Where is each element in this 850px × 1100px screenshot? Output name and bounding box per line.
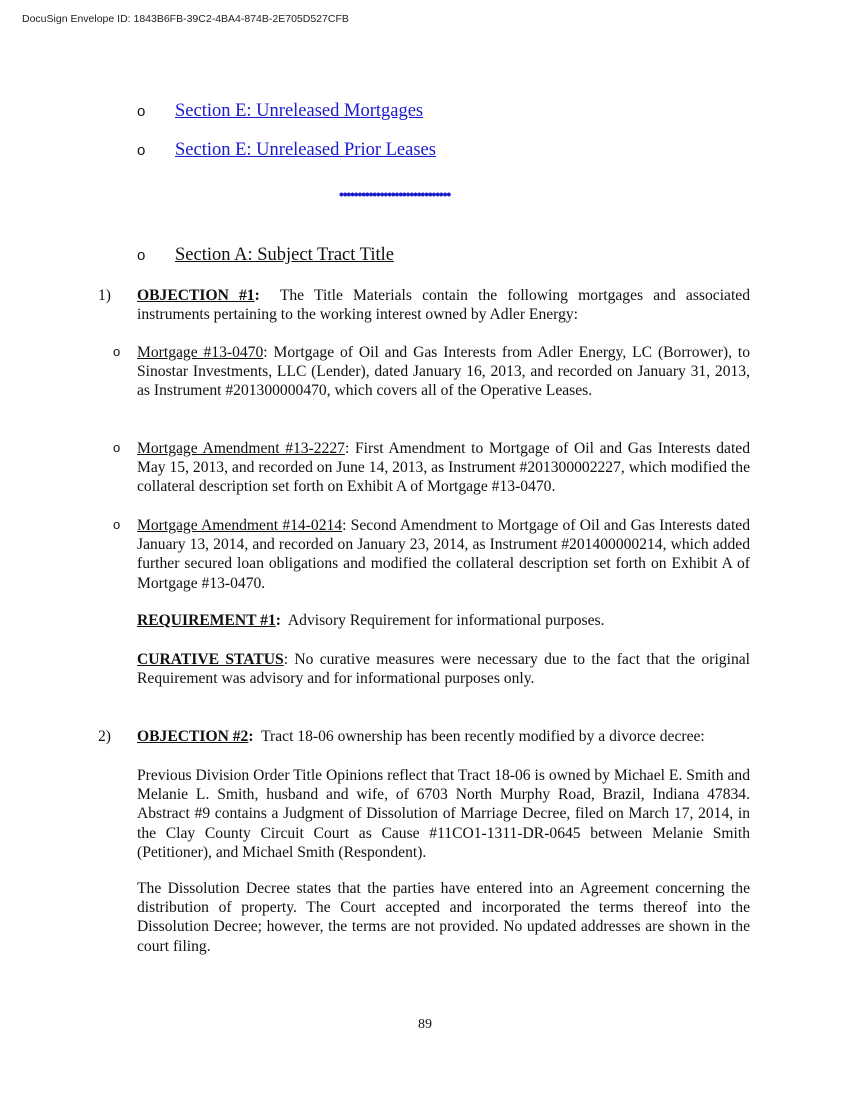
requirement-text: Advisory Requirement for informational purposes. bbox=[287, 612, 605, 629]
bullet: o bbox=[137, 247, 146, 264]
objection-2-label: OBJECTION #2 bbox=[137, 728, 249, 745]
curative-text: : No curative measures were necessary due to the fact that the original Requirement was advisory and for informational purposes only. bbox=[137, 651, 750, 688]
curative-status bbox=[137, 650, 750, 688]
colon: : bbox=[254, 287, 260, 304]
mortgage-text: : Second Amendment to Mortgage of Oil and Gas Interests dated January 13, 2014, and recorded on January 23, 2014, as Instrument #201400000214, which added further secured loan obligations and modified the collateral description set forth on Exhibit A of Mortgage #13-0470. bbox=[137, 517, 750, 592]
objection-2-text: Tract 18-06 ownership has been recently modified by a divorce decree: bbox=[261, 728, 705, 745]
curative-label: CURATIVE STATUS bbox=[137, 651, 284, 668]
objection-2-paragraph bbox=[137, 727, 750, 746]
objection-2-ownership-paragraph: Previous Division Order Title Opinions reflect that Tract 18-06 is owned by Michael E. Smith and Melanie L. Smith, husband and wife, of 6703 North Murphy Road, Brazil, Indiana 47834. Abstract #9 contains a Judgment of Dissolution of Marriage Decree, filed on March 17, 2014, in the Clay County Circuit Court as Cause #11CO1-1311-DR-0645 between Melanie Smith (Petitioner), and Michael Smith (Respondent). bbox=[137, 767, 750, 861]
mortgage-text: : First Amendment to Mortgage of Oil and Gas Interests dated May 15, 2013, and recorded on June 14, 2013, as Instrument #201300002227, which modified the collateral description set forth on Exhibit A of Mortgage #13-0470. bbox=[137, 440, 750, 496]
mortgage-label: Mortgage Amendment #13-2227 bbox=[137, 440, 345, 457]
mortgage-item bbox=[137, 516, 750, 593]
mortgage-label: Mortgage Amendment #14-0214 bbox=[137, 517, 343, 534]
page-number: 89 bbox=[418, 1017, 432, 1032]
section-a-title: Section A: Subject Tract Title bbox=[175, 245, 394, 265]
colon: : bbox=[275, 612, 281, 629]
objection-2-number: 2) bbox=[98, 728, 111, 745]
objection-1-text: The Title Materials contain the following mortgages and associated instruments pertaining to the working interest owned by Adler Energy: bbox=[137, 287, 751, 324]
objection-2-decree-paragraph: The Dissolution Decree states that the parties have entered into an Agreement concerning the distribution of property. The Court accepted and incorporated the terms thereof into the Dissolution Decree; however, the terms are not provided. No updated addresses are shown in the court filing. bbox=[137, 880, 750, 955]
colon: : bbox=[248, 728, 254, 745]
link-section-e-unreleased-mortgages[interactable]: Section E: Unreleased Mortgages bbox=[175, 101, 424, 121]
requirement-label: REQUIREMENT #1 bbox=[137, 612, 276, 629]
bullet: o bbox=[113, 344, 121, 359]
docusign-envelope-id: DocuSign Envelope ID: 1843B6FB-39C2-4BA4-874B-2E705D527CFB bbox=[22, 13, 349, 25]
objection-1-label: OBJECTION #1 bbox=[137, 287, 255, 304]
link-section-e-unreleased-prior-leases[interactable]: Section E: Unreleased Prior Leases bbox=[175, 140, 436, 160]
mortgage-item bbox=[137, 439, 750, 497]
mortgage-item bbox=[137, 343, 750, 401]
bullet: o bbox=[137, 142, 146, 159]
objection-1-paragraph bbox=[137, 286, 750, 324]
dotted-separator: •••••••••••••••••••••••••••••• bbox=[339, 186, 451, 202]
requirement-1 bbox=[137, 611, 750, 630]
bullet: o bbox=[113, 440, 121, 455]
mortgage-label: Mortgage #13-0470 bbox=[137, 344, 264, 361]
bullet: o bbox=[113, 517, 121, 532]
bullet: o bbox=[137, 103, 146, 120]
objection-1-number: 1) bbox=[98, 287, 111, 304]
mortgage-text: : Mortgage of Oil and Gas Interests from Adler Energy, LC (Borrower), to Sinostar Investments, LLC (Lender), dated January 16, 2013, and recorded on January 31, 2013, as Instrument #201300000470, which covers all of the Operative Leases. bbox=[137, 344, 750, 400]
